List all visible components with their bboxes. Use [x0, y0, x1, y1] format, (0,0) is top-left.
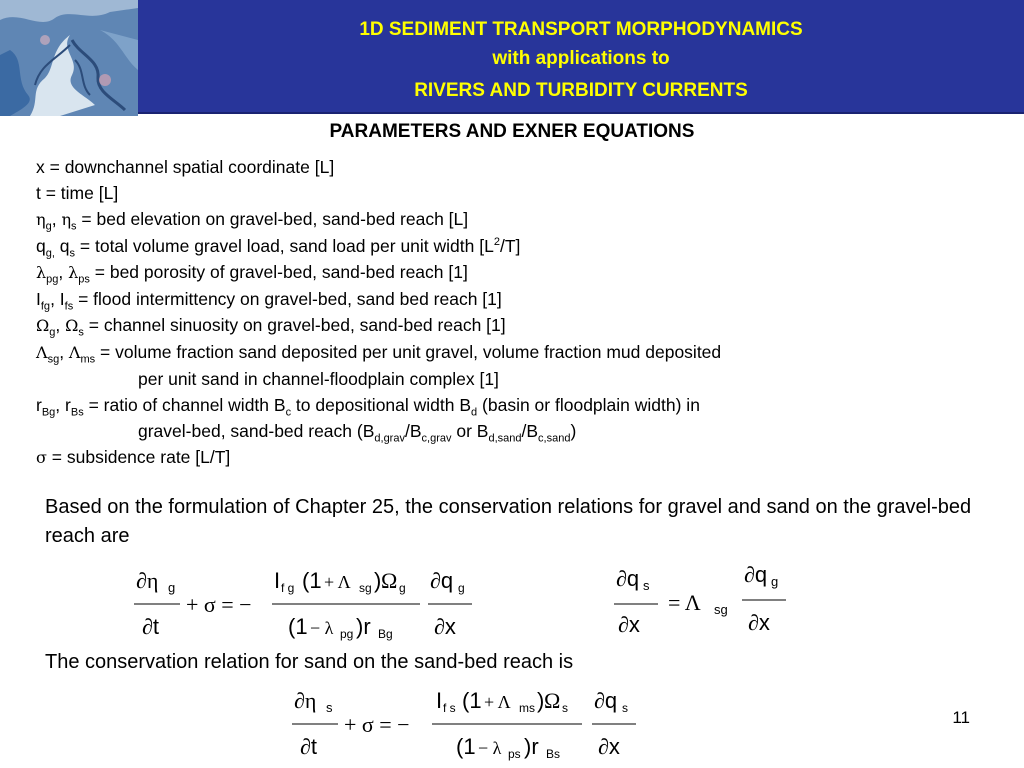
definition-x: x = downchannel spatial coordinate [L]: [36, 157, 335, 177]
svg-text:g: g: [399, 581, 406, 595]
lambda-symbol-2: λ: [68, 263, 79, 282]
header-title-line3: RIVERS AND TURBIDITY CURRENTS: [414, 80, 748, 101]
svg-text:Ω: Ω: [381, 568, 398, 593]
r-subscript-c: c: [285, 406, 292, 419]
lambda-separator: ,: [58, 262, 69, 282]
sand-bed-paragraph: The conservation relation for sand on the sand-bed reach is: [45, 651, 574, 673]
svg-text:Bs: Bs: [546, 747, 561, 761]
r-cont-sub2: c,grav: [421, 432, 452, 445]
I-symbol: I: [36, 289, 41, 309]
definition-r-continued: [36, 418, 996, 444]
omega-symbol: Ω: [36, 316, 50, 335]
eta-symbol-2: η: [61, 210, 72, 229]
definition-Lambda: [36, 339, 996, 366]
svg-text:∂x: ∂x: [434, 614, 456, 639]
q-unit-exponent: 2: [493, 236, 500, 249]
svg-text:g: g: [458, 581, 465, 595]
Lambda-subscript-sg: sg: [47, 353, 60, 366]
svg-text:− λ: − λ: [478, 738, 502, 758]
sigma-description: = subsidence rate [L/T]: [46, 447, 231, 467]
q-subscript-g: g,: [45, 247, 55, 260]
r-cont-c: or B: [451, 421, 489, 441]
svg-text:+ σ = −: + σ = −: [344, 712, 410, 737]
svg-text:Bg: Bg: [378, 627, 393, 641]
q-subscript-s: s: [69, 247, 76, 260]
definition-lambda: [36, 259, 996, 286]
svg-text:f g: f g: [281, 581, 295, 595]
r-cont-sub1: d,grav: [374, 432, 405, 445]
svg-text:+ σ = −: + σ = −: [186, 592, 252, 617]
svg-text:): ): [374, 568, 382, 593]
Lambda-symbol: Λ: [36, 343, 48, 362]
sand-exner-equation: [286, 682, 656, 766]
lambda-symbol: λ: [36, 263, 47, 282]
page-number: 11: [952, 708, 970, 727]
definition-eta: [36, 206, 996, 233]
r-subscript-Bg: Bg: [41, 406, 56, 419]
definition-Lambda-continued: per unit sand in channel-floodplain complex [1]: [138, 369, 499, 389]
r-cont-sub4: c,sand: [538, 432, 571, 445]
lambda-subscript-pg: pg: [46, 273, 59, 286]
svg-text:): ): [537, 688, 545, 713]
svg-text:ps: ps: [508, 747, 521, 761]
definition-t: t = time [L]: [36, 183, 119, 203]
delta-map-icon: [0, 0, 138, 116]
svg-text:)r: )r: [524, 734, 539, 759]
r-description-c: (basin or floodplain width) in: [477, 395, 700, 415]
header-logo-image: [0, 0, 138, 116]
svg-text:ms: ms: [519, 701, 535, 715]
r-symbol-2: r: [65, 395, 71, 415]
svg-text:)r: )r: [356, 614, 371, 639]
svg-text:∂t: ∂t: [142, 614, 159, 639]
eta-subscript-s: s: [71, 220, 77, 233]
svg-text:pg: pg: [340, 627, 354, 641]
header-title-line2: with applications to: [492, 48, 670, 69]
svg-text:∂q: ∂q: [430, 568, 454, 593]
svg-text:= Λ: = Λ: [668, 590, 701, 615]
svg-text:(1: (1: [462, 688, 482, 713]
gravel-exner-equation: [128, 562, 488, 646]
svg-text:∂η: ∂η: [136, 568, 159, 593]
Lambda-subscript-ms: ms: [80, 353, 96, 366]
I-description: = flood intermittency on gravel-bed, sand bed reach [1]: [73, 289, 502, 309]
svg-text:∂t: ∂t: [300, 734, 317, 759]
svg-text:∂q: ∂q: [594, 688, 618, 713]
svg-text:+ Λ: + Λ: [324, 572, 351, 592]
r-cont-sub3: d,sand: [488, 432, 522, 445]
r-cont-e: ): [570, 421, 577, 441]
Lambda-symbol-2: Λ: [68, 343, 81, 362]
svg-text:f s: f s: [443, 701, 456, 715]
parameter-definitions: [36, 154, 996, 471]
q-description-end: /T]: [499, 236, 521, 256]
svg-text:s: s: [622, 701, 628, 715]
svg-text:g: g: [168, 580, 176, 595]
r-cont-a: gravel-bed, sand-bed reach (B: [138, 421, 375, 441]
I-separator: ,: [50, 289, 60, 309]
omega-subscript-g: g: [49, 326, 56, 339]
q-symbol-2: q: [59, 236, 70, 256]
eta-separator: ,: [51, 209, 62, 229]
r-symbol: r: [36, 395, 42, 415]
I-subscript-fg: fg: [40, 300, 51, 313]
svg-text:sg: sg: [359, 581, 372, 595]
r-subscript-d: d: [471, 406, 478, 419]
header-title-line1: 1D SEDIMENT TRANSPORT MORPHODYNAMICS: [359, 19, 803, 40]
definition-q: [36, 233, 996, 259]
q-description: = total volume gravel load, sand load per unit width [L: [75, 236, 494, 256]
r-cont-b: /B: [404, 421, 422, 441]
definition-intermittency: [36, 286, 996, 312]
svg-text:s: s: [326, 700, 333, 715]
svg-text:(1: (1: [302, 568, 322, 593]
svg-text:+ Λ: + Λ: [484, 692, 511, 712]
Lambda-description: = volume fraction sand deposited per unit gravel, volume fraction mud deposited: [95, 342, 722, 362]
r-description-a: = ratio of channel width B: [83, 395, 286, 415]
omega-separator: ,: [55, 315, 66, 335]
svg-text:(1: (1: [288, 614, 308, 639]
r-separator: ,: [55, 395, 66, 415]
I-symbol-2: I: [59, 289, 65, 309]
r-subscript-Bs: Bs: [70, 406, 84, 419]
svg-text:∂q: ∂q: [616, 566, 640, 591]
r-description-b: to depositional width B: [291, 395, 472, 415]
svg-text:s: s: [643, 578, 650, 593]
definition-omega: [36, 312, 996, 339]
svg-text:I: I: [436, 688, 443, 713]
svg-text:(1: (1: [456, 734, 476, 759]
svg-text:− λ: − λ: [310, 618, 334, 638]
definition-r: [36, 392, 996, 418]
svg-text:∂x: ∂x: [618, 612, 640, 637]
svg-text:Ω: Ω: [544, 688, 561, 713]
svg-text:∂q: ∂q: [744, 562, 768, 587]
lambda-description: = bed porosity of gravel-bed, sand-bed reach [1]: [89, 262, 468, 282]
svg-text:I: I: [274, 568, 281, 593]
gravel-bed-paragraph: Based on the formulation of Chapter 25, the conservation relations for gravel and sand on the gravel-bed reach are: [45, 496, 972, 547]
omega-description: = channel sinuosity on gravel-bed, sand-bed reach [1]: [83, 315, 506, 335]
sigma-symbol: σ: [36, 448, 47, 467]
svg-text:∂η: ∂η: [294, 688, 317, 713]
sand-on-gravel-equation: [608, 562, 798, 646]
r-cont-d: /B: [521, 421, 539, 441]
eta-subscript-g: g: [45, 220, 52, 233]
svg-text:∂x: ∂x: [598, 734, 620, 759]
eta-symbol: η: [36, 210, 46, 229]
svg-text:sg: sg: [714, 602, 728, 617]
eta-description: = bed elevation on gravel-bed, sand-bed reach [L]: [76, 209, 469, 229]
omega-subscript-s: s: [78, 326, 84, 339]
svg-text:∂x: ∂x: [748, 610, 770, 635]
slide-title: PARAMETERS AND EXNER EQUATIONS: [329, 121, 695, 142]
lambda-subscript-ps: ps: [78, 273, 90, 286]
omega-symbol-2: Ω: [65, 316, 79, 335]
I-subscript-fs: fs: [64, 300, 74, 313]
q-symbol: q: [36, 236, 46, 256]
slide-header: [0, 0, 1024, 112]
Lambda-separator: ,: [59, 342, 69, 362]
svg-text:g: g: [771, 574, 779, 589]
svg-text:s: s: [562, 701, 568, 715]
definition-sigma: [36, 444, 996, 471]
